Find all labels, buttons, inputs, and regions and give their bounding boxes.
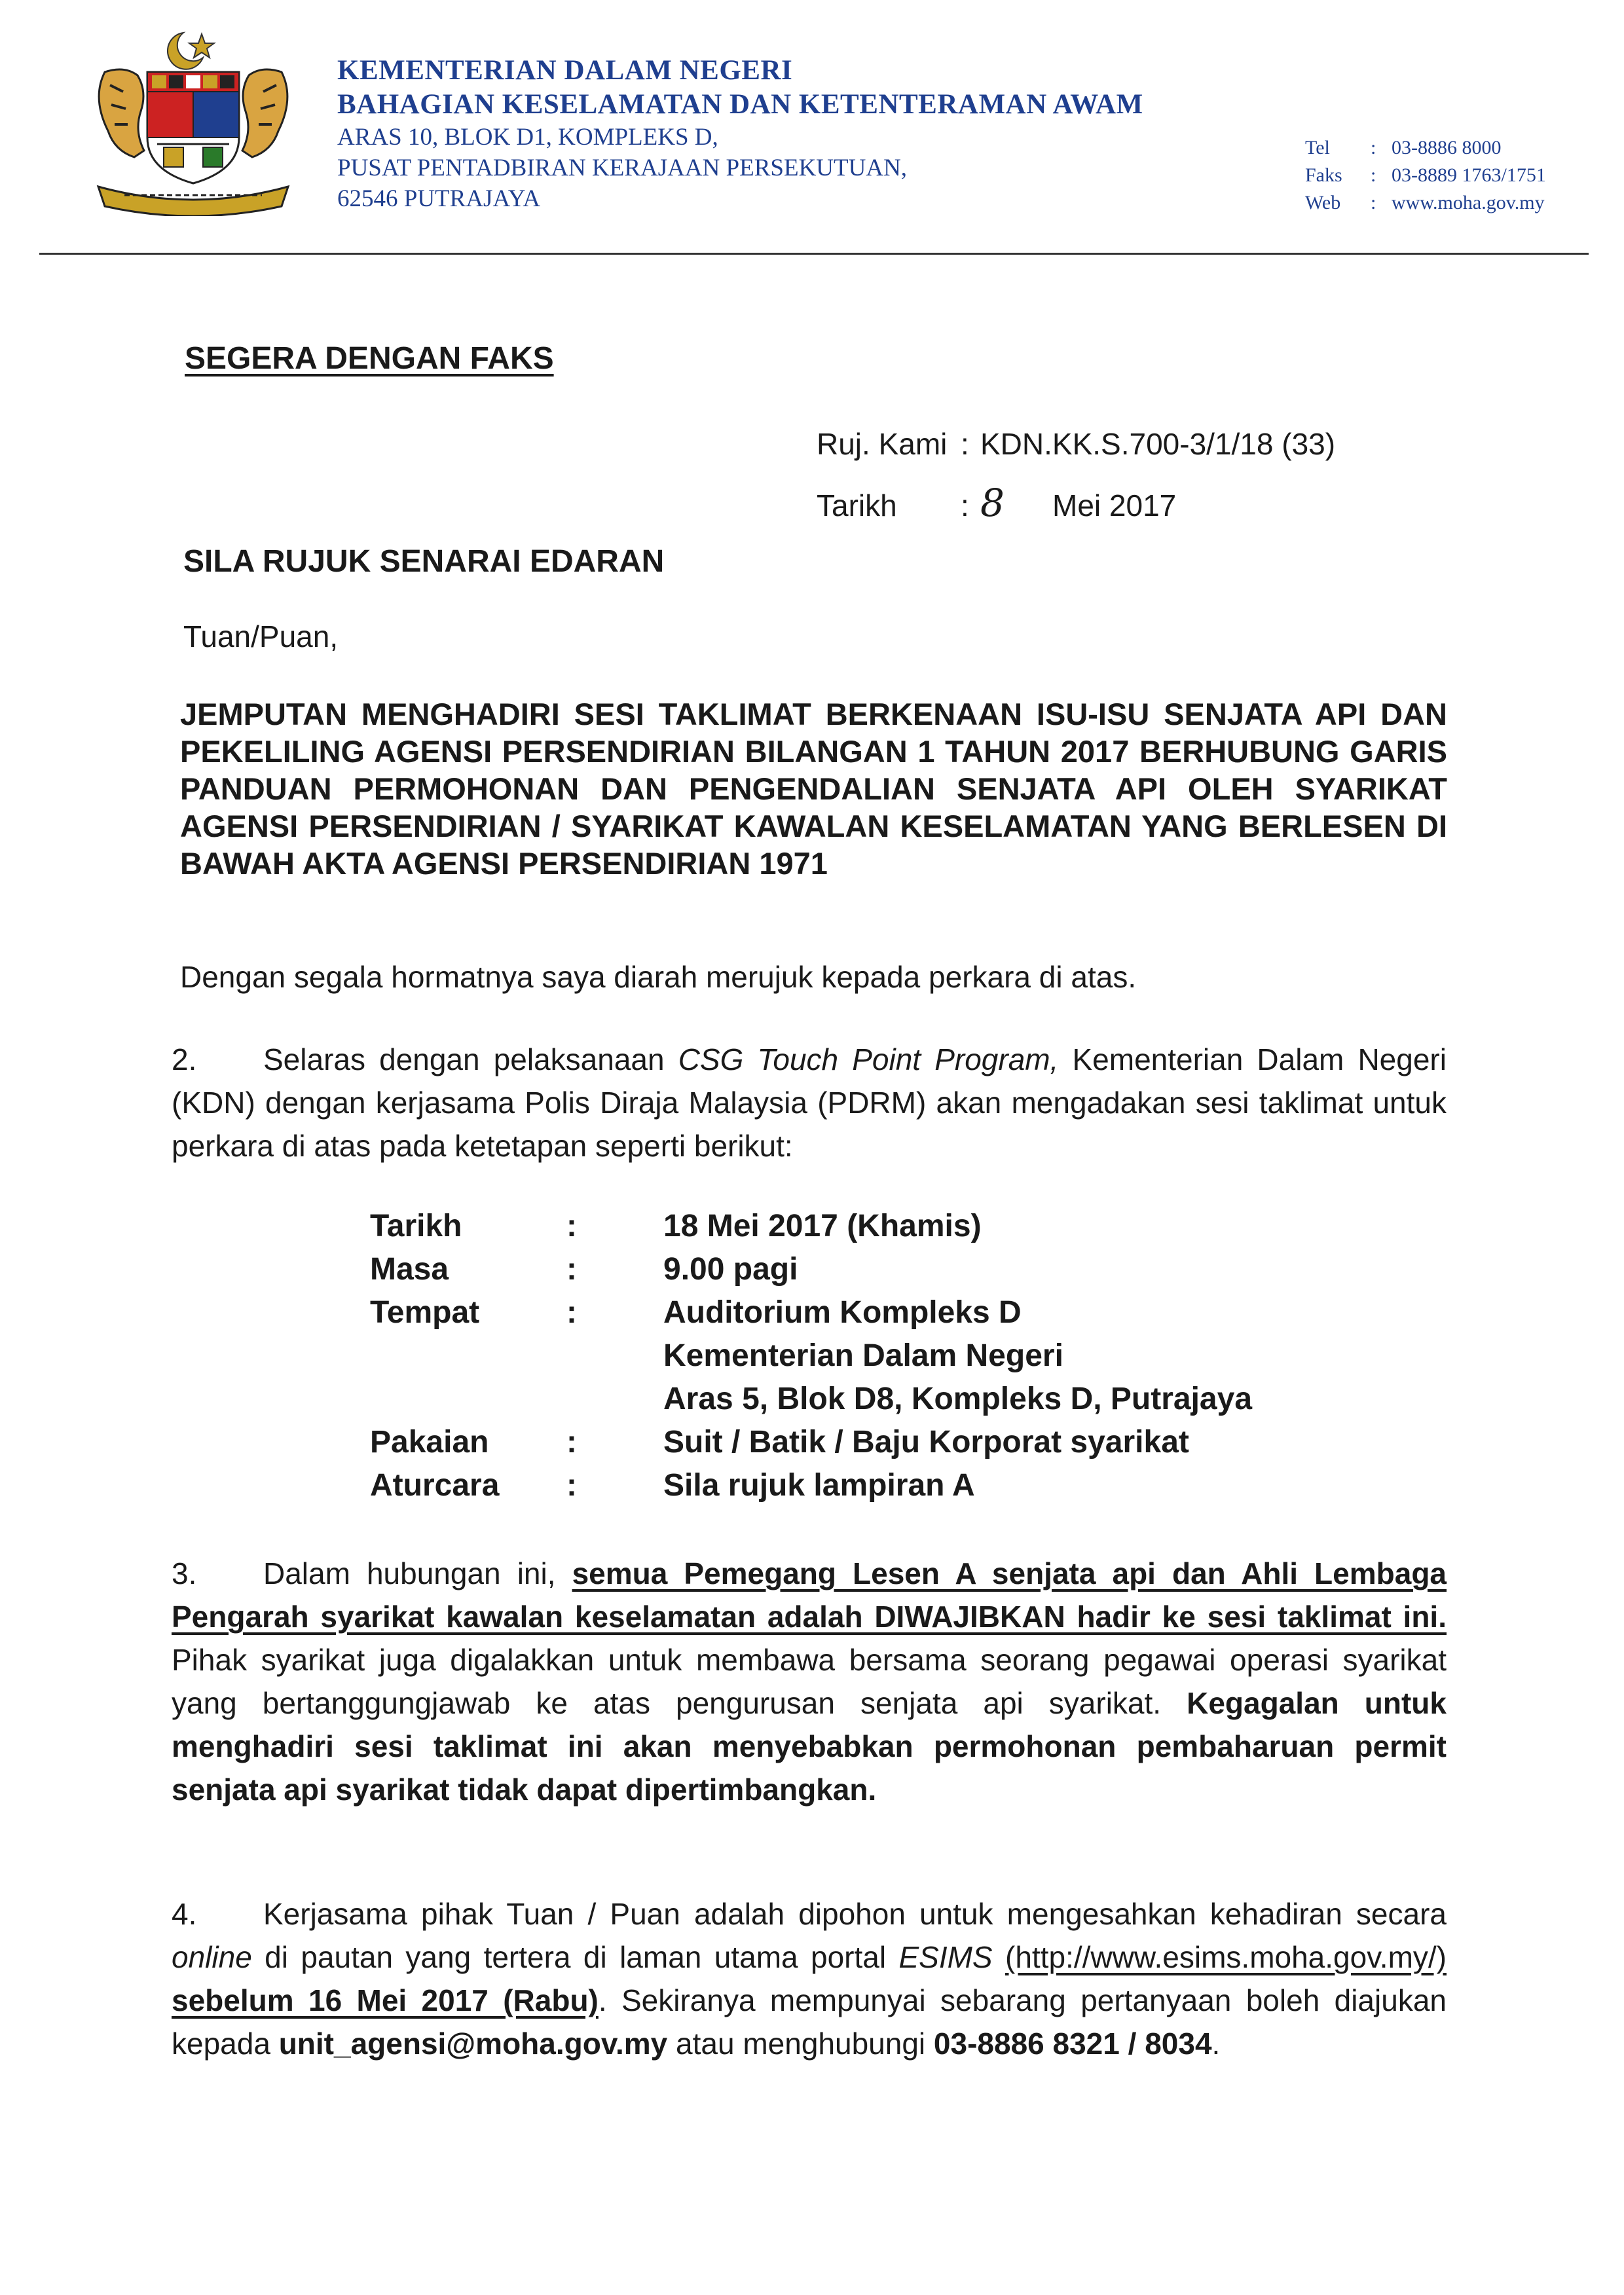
date-value: Mei 2017 (1052, 488, 1177, 523)
paragraph-text: di pautan yang tertera di laman utama portal (251, 1940, 899, 1974)
date-label: Tarikh (817, 488, 897, 523)
contact-tel (1305, 134, 1546, 162)
detail-value: Aras 5, Blok D8, Kompleks D, Putrajaya (663, 1382, 1253, 1416)
detail-row (370, 1334, 1384, 1378)
detail-value: 18 Mei 2017 (Khamis) (663, 1209, 982, 1243)
detail-row (370, 1248, 1384, 1291)
detail-separator: : (566, 1295, 577, 1330)
paragraph-text: Pihak syarikat juga digalakkan untuk membawa bersama seorang pegawai operasi syarikat yang bertanggungjawab ke atas pengurusan senjata api syarikat. (172, 1643, 1447, 1720)
detail-value: Suit / Batik / Baju Korporat syarikat (663, 1425, 1189, 1460)
paragraph-text: . Sekiranya mempunyai sebarang pertanyaan boleh diajukan kepada (172, 1983, 1447, 2061)
contact-fax (1305, 162, 1546, 189)
contact-value: www.moha.gov.my (1392, 192, 1545, 213)
salutation: Tuan/Puan, (183, 619, 339, 653)
detail-value: Sila rujuk lampiran A (663, 1468, 975, 1503)
reference-value: KDN.KK.S.700-3/1/18 (33) (980, 427, 1336, 461)
contact-value: 03-8886 8000 (1392, 137, 1502, 158)
detail-label: Tempat (370, 1295, 480, 1330)
coat-of-arms-logo (85, 26, 301, 216)
detail-label (370, 1334, 566, 1378)
detail-separator: : (566, 1252, 577, 1287)
paragraph-text: Selaras dengan pelaksanaan (263, 1042, 678, 1076)
contact-label: Web (1305, 192, 1341, 213)
detail-label (370, 1378, 566, 1421)
paragraph-text: . (1211, 2027, 1221, 2061)
contact-email[interactable]: unit_agensi@moha.gov.my (278, 2027, 668, 2061)
detail-row (370, 1421, 1384, 1464)
contact-phone: 03-8886 8321 / 8034 (933, 2027, 1212, 2061)
detail-value: Kementerian Dalam Negeri (663, 1338, 1063, 1373)
paragraph-text: Kementerian Dalam Negeri (KDN) dengan kerjasama Polis Diraja Malaysia (PDRM) akan mengadakan sesi taklimat untuk perkara di atas pada ketetapan seperti berikut: (172, 1042, 1447, 1163)
paragraph-3 (172, 1552, 1447, 1811)
online-term: online (172, 1940, 252, 1974)
detail-separator: : (566, 1209, 577, 1243)
detail-label: Masa (370, 1252, 449, 1287)
handwritten-day: 8 (980, 481, 1005, 525)
paragraph-text: Dalam hubungan ini, (263, 1556, 572, 1590)
letter-subject: JEMPUTAN MENGHADIRI SESI TAKLIMAT BERKENAAN ISU-ISU SENJATA API DAN PEKELILING AGENSI PERSENDIRIAN BILANGAN 1 TAHUN 2017 BERHUBUNG GARIS PANDUAN PERMOHONAN DAN PENGENDALIAN SENJATA API OLEH SYARIKAT AGENSI PERSENDIRIAN / SYARIKAT KAWALAN KESELAMATAN YANG BERLESEN DI BAWAH AKTA AGENSI PERSENDIRIAN 1971 (180, 697, 1447, 881)
urgency-heading: SEGERA DENGAN FAKS (185, 341, 554, 376)
portal-name: ESIMS (898, 1940, 993, 1974)
mandatory-attendance-notice: semua Pemegang Lesen A senjata api dan Ahli Lembaga Pengarah syarikat kawalan keselamatan adalah DIWAJIBKAN hadir ke sesi taklimat ini. (172, 1556, 1447, 1634)
detail-separator: : (566, 1468, 577, 1503)
contact-separator: : (1371, 164, 1376, 186)
paragraph-2 (172, 1038, 1447, 1167)
contact-label: Faks (1305, 164, 1342, 186)
detail-value: 9.00 pagi (663, 1252, 798, 1287)
paragraph-text: atau menghubungi (667, 2027, 934, 2061)
contact-label: Tel (1305, 137, 1330, 158)
event-details (370, 1205, 1384, 1507)
registration-link[interactable]: (http://www.esims.moha.gov.my/) (1005, 1940, 1447, 1974)
detail-label: Aturcara (370, 1468, 500, 1503)
opening-paragraph: Dengan segala hormatnya saya diarah merujuk kepada perkara di atas. (180, 960, 1137, 994)
reference-separator: : (961, 427, 969, 461)
date-row (817, 473, 1335, 535)
address-line: 62546 PUTRAJAYA (337, 185, 541, 212)
paragraph-number: 2. (172, 1042, 197, 1076)
contact-separator: : (1371, 137, 1376, 158)
address-line: PUSAT PENTADBIRAN KERAJAAN PERSEKUTUAN, (337, 155, 908, 181)
detail-row (370, 1464, 1384, 1507)
detail-separator: : (566, 1425, 577, 1460)
contact-value: 03-8889 1763/1751 (1392, 164, 1546, 186)
registration-deadline: sebelum 16 Mei 2017 (Rabu) (172, 1983, 599, 2017)
detail-value: Auditorium Kompleks D (663, 1295, 1022, 1330)
ministry-name: KEMENTERIAN DALAM NEGERI (337, 55, 793, 86)
detail-row (370, 1291, 1384, 1334)
detail-separator (566, 1334, 663, 1378)
consequence-warning: Kegagalan untuk menghadiri sesi taklimat ini akan menyebabkan permohonan pembaharuan permit senjata api syarikat tidak dapat dipertimbangkan. (172, 1686, 1447, 1807)
detail-label: Pakaian (370, 1425, 489, 1460)
paragraph-number: 3. (172, 1556, 197, 1590)
contact-separator: : (1371, 192, 1376, 213)
address-line: ARAS 10, BLOK D1, KOMPLEKS D, (337, 124, 718, 151)
detail-separator (566, 1378, 663, 1421)
letterhead-organization (337, 54, 1143, 214)
detail-label: Tarikh (370, 1209, 462, 1243)
detail-row (370, 1205, 1384, 1248)
letterhead-contacts (1305, 134, 1546, 217)
letterhead-divider (39, 253, 1589, 255)
reference-row (817, 414, 1335, 473)
contact-web (1305, 189, 1546, 217)
reference-label: Ruj. Kami (817, 427, 948, 461)
date-separator: : (961, 488, 969, 523)
reference-block (817, 414, 1335, 535)
addressee: SILA RUJUK SENARAI EDARAN (183, 544, 665, 579)
paragraph-number: 4. (172, 1897, 197, 1931)
program-name: CSG Touch Point Program, (678, 1042, 1059, 1076)
division-name: BAHAGIAN KESELAMATAN DAN KETENTERAMAN AWAM (337, 89, 1143, 120)
detail-row (370, 1378, 1384, 1421)
paragraph-text: Kerjasama pihak Tuan / Puan adalah dipohon untuk mengesahkan kehadiran secara (263, 1897, 1447, 1931)
paragraph-4 (172, 1892, 1447, 2065)
